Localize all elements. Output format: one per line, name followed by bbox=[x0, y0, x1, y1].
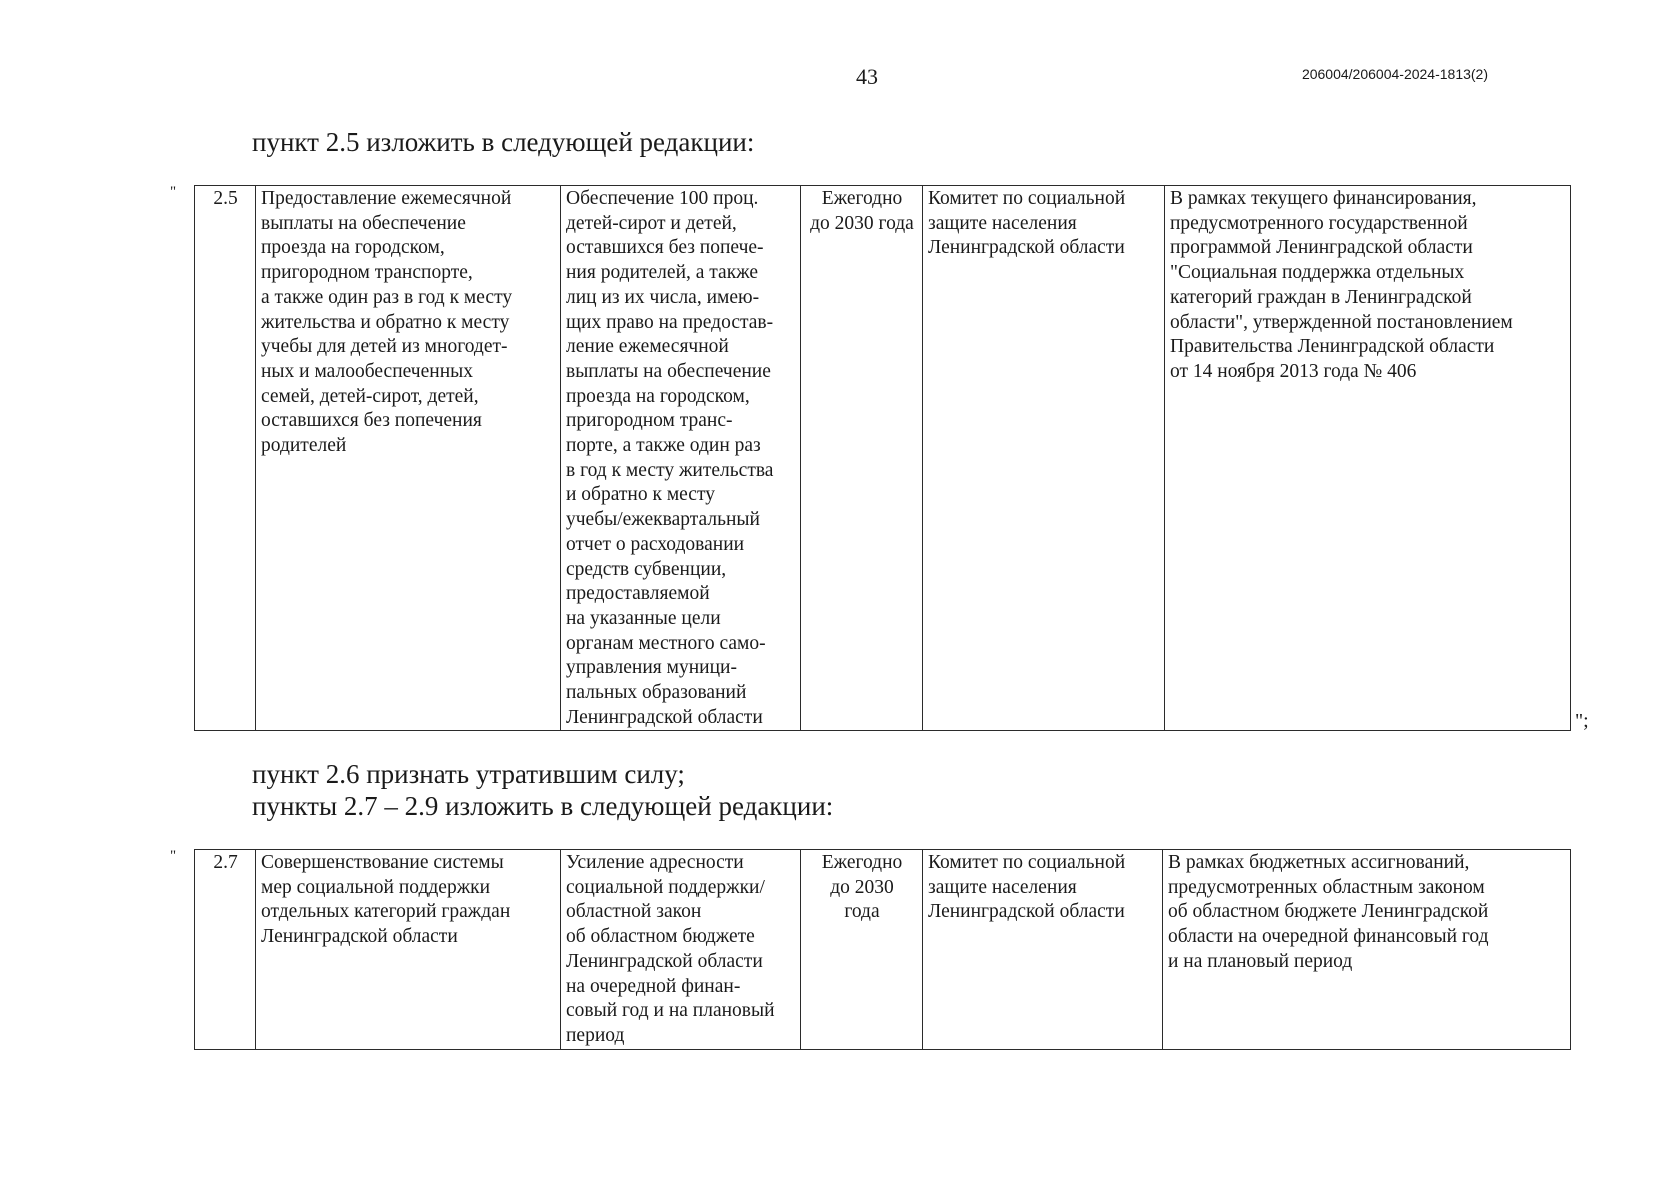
deadline-line: Ежегодно bbox=[821, 852, 903, 873]
result-line: и обратно к месту bbox=[566, 484, 715, 506]
result-line: Усиление адресности bbox=[566, 852, 744, 873]
measure-line: а также один раз в год к месту bbox=[261, 286, 513, 308]
document-code: 206004/206004-2024-1813(2) bbox=[1301, 66, 1488, 82]
measure-line: проезда на городском, bbox=[261, 237, 445, 259]
measure-line: выплаты на обеспечение bbox=[261, 212, 466, 234]
result-line: учебы/ежеквартальный bbox=[566, 509, 760, 531]
measure-line: учебы для детей из многодет- bbox=[261, 336, 508, 358]
measure-line: семей, детей-сирот, детей, bbox=[261, 385, 479, 407]
executor-line: Ленинградской области bbox=[928, 237, 1125, 259]
funding-line: В рамках текущего финансирования, bbox=[1170, 188, 1477, 209]
funding-line: области на очередной финансовый год bbox=[1168, 926, 1489, 948]
result-line: социальной поддержки/ bbox=[566, 876, 765, 898]
section-heading-2-6-2-9 bbox=[252, 758, 833, 822]
amendment-table-2-7 bbox=[194, 849, 1571, 1050]
opening-quote: " bbox=[170, 848, 177, 864]
result-line: средств субвенции, bbox=[566, 558, 727, 580]
funding-line: области", утвержденной постановлением bbox=[1170, 311, 1513, 333]
executor-line: Комитет по социальной bbox=[928, 188, 1126, 209]
funding-line: и на плановый период bbox=[1168, 950, 1353, 972]
item-number-cell bbox=[195, 850, 256, 1050]
measure-line: мер социальной поддержки bbox=[261, 876, 491, 898]
measure-cell bbox=[256, 850, 561, 1050]
section-heading-2-5 bbox=[252, 126, 754, 158]
executor-line: защите населения bbox=[928, 212, 1077, 234]
deadline-cell bbox=[801, 186, 923, 731]
closing-quote: "; bbox=[1575, 710, 1589, 732]
result-line: отчет о расходовании bbox=[566, 533, 745, 555]
deadline-cell bbox=[801, 850, 923, 1050]
executor-line: защите населения bbox=[928, 876, 1077, 898]
funding-line: программой Ленинградской области bbox=[1170, 237, 1473, 259]
result-cell bbox=[561, 850, 801, 1050]
funding-line: категорий граждан в Ленинградской bbox=[1170, 286, 1472, 308]
result-line: областной закон bbox=[566, 901, 702, 923]
executor-cell bbox=[923, 850, 1163, 1050]
measure-line: пригородном транспорте, bbox=[261, 262, 473, 284]
result-line: пригородном транс- bbox=[566, 410, 733, 432]
result-line: совый год и на плановый bbox=[566, 1000, 775, 1022]
deadline-line: года bbox=[844, 901, 880, 923]
result-line: пальных образований bbox=[566, 682, 747, 704]
result-cell bbox=[561, 186, 801, 731]
result-line: на указанные цели bbox=[566, 607, 721, 629]
heading-line: пункт 2.5 изложить в следующей редакции: bbox=[252, 127, 755, 157]
measure-cell bbox=[256, 186, 561, 731]
result-line: на очередной финан- bbox=[566, 975, 741, 997]
funding-line: Правительства Ленинградской области bbox=[1170, 336, 1495, 358]
result-line: выплаты на обеспечение bbox=[566, 360, 771, 382]
executor-line: Ленинградской области bbox=[928, 901, 1125, 923]
funding-line: предусмотренных областным законом bbox=[1168, 876, 1485, 898]
amendment-table-2-5 bbox=[194, 185, 1571, 731]
table-row bbox=[195, 850, 1571, 1050]
executor-cell bbox=[923, 186, 1165, 731]
funding-line: предусмотренного государственной bbox=[1170, 212, 1468, 234]
executor-line: Комитет по социальной bbox=[928, 852, 1126, 873]
result-line: щих право на предостав- bbox=[566, 311, 774, 333]
result-line: в год к месту жительства bbox=[566, 459, 774, 481]
result-line: предоставляемой bbox=[566, 583, 710, 605]
measure-line: оставшихся без попечения bbox=[261, 410, 482, 432]
deadline-line: Ежегодно bbox=[821, 188, 903, 209]
result-line: органам местного само- bbox=[566, 632, 766, 654]
result-line: Обеспечение 100 проц. bbox=[566, 188, 759, 209]
result-line: ния родителей, а также bbox=[566, 262, 759, 284]
result-line: об областном бюджете bbox=[566, 926, 755, 948]
heading-line: пункт 2.6 признать утратившим силу; bbox=[252, 759, 685, 789]
item-number-cell bbox=[195, 186, 256, 731]
page-number: 43 bbox=[856, 64, 878, 89]
result-line: проезда на городском, bbox=[566, 385, 750, 407]
result-line: период bbox=[566, 1024, 625, 1046]
measure-line: Ленинградской области bbox=[261, 926, 458, 948]
result-line: оставшихся без попече- bbox=[566, 237, 764, 259]
funding-line: "Социальная поддержка отдельных bbox=[1170, 262, 1465, 284]
deadline-line: до 2030 bbox=[830, 876, 894, 898]
result-line: порте, а также один раз bbox=[566, 435, 761, 457]
result-line: управления муници- bbox=[566, 657, 737, 679]
measure-line: родителей bbox=[261, 435, 347, 457]
measure-line: жительства и обратно к месту bbox=[261, 311, 510, 333]
measure-line: отдельных категорий граждан bbox=[261, 901, 511, 923]
measure-line: Предоставление ежемесячной bbox=[261, 188, 512, 209]
funding-line: от 14 ноября 2013 года № 406 bbox=[1170, 360, 1417, 382]
result-line: детей-сирот и детей, bbox=[566, 212, 737, 234]
funding-cell bbox=[1163, 850, 1571, 1050]
item-number: 2.5 bbox=[213, 188, 238, 209]
opening-quote: " bbox=[170, 184, 177, 200]
heading-line: пункты 2.7 – 2.9 изложить в следующей редакции: bbox=[252, 791, 834, 821]
measure-line: Совершенствование системы bbox=[261, 852, 504, 873]
funding-line: В рамках бюджетных ассигнований, bbox=[1168, 852, 1470, 873]
funding-cell bbox=[1165, 186, 1571, 731]
result-line: Ленинградской области bbox=[566, 950, 763, 972]
result-line: лиц из их числа, имею- bbox=[566, 286, 760, 308]
measure-line: ных и малообеспеченных bbox=[261, 360, 473, 382]
item-number: 2.7 bbox=[213, 852, 238, 873]
funding-line: об областном бюджете Ленинградской bbox=[1168, 901, 1489, 923]
result-line: Ленинградской области bbox=[566, 706, 763, 728]
deadline-line: до 2030 года bbox=[810, 212, 914, 234]
table-row bbox=[195, 186, 1571, 731]
result-line: ление ежемесячной bbox=[566, 336, 729, 358]
